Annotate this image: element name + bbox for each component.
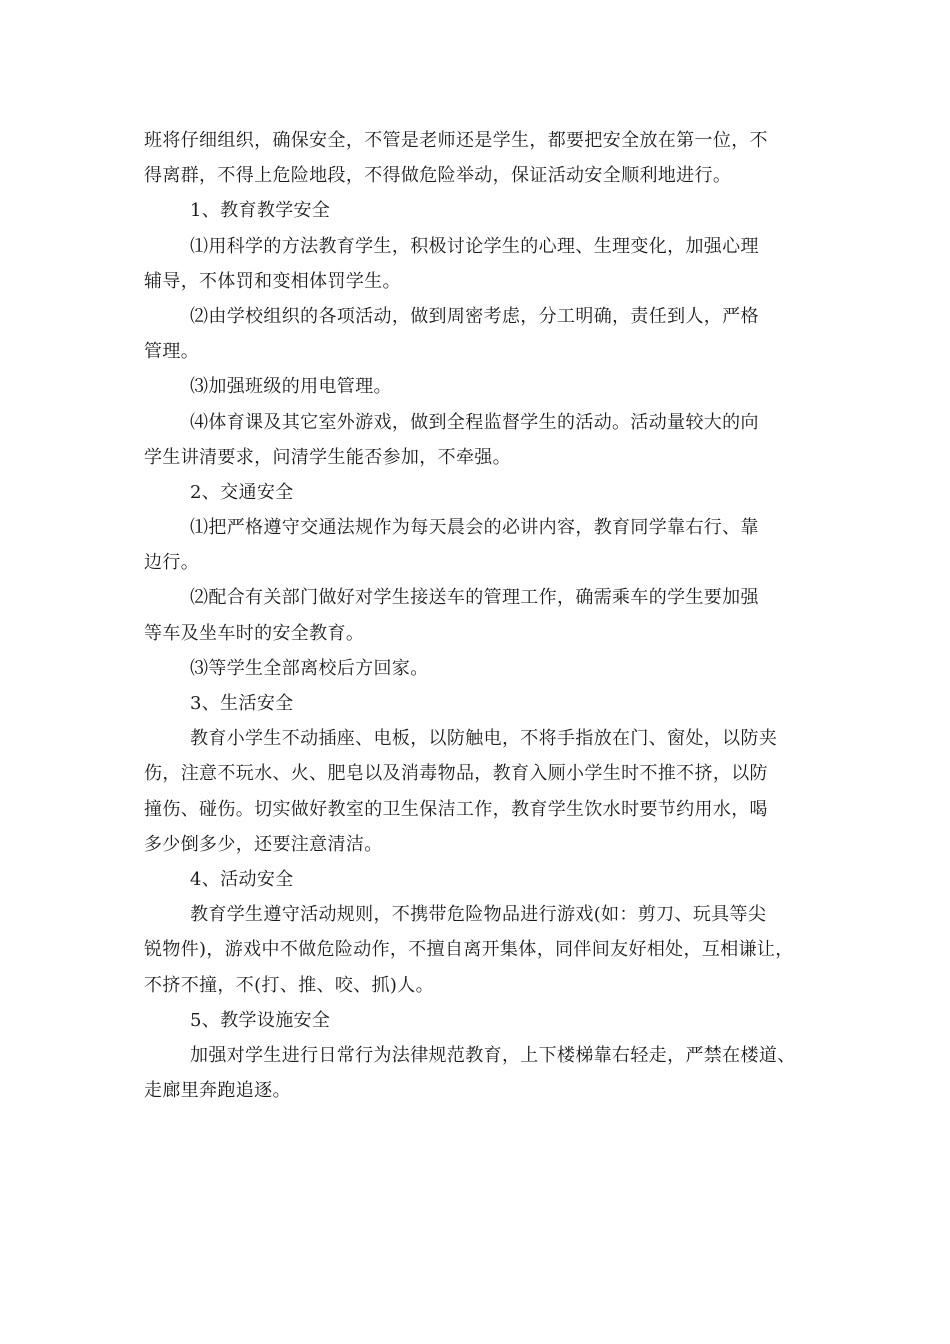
text-line: 边行。 <box>144 552 200 574</box>
text-line: 伤，注意不玩水、火、肥皂以及消毒物品，教育入厕小学生时不推不挤，以防 <box>144 763 768 785</box>
text-line: 班将仔细组织，确保安全，不管是老师还是学生，都要把安全放在第一位，不 <box>144 130 768 151</box>
document-body <box>144 123 824 1108</box>
section-heading: 3、生活安全 <box>190 693 294 714</box>
text-line: ⑶等学生全部离校后方回家。 <box>190 657 429 679</box>
section-heading: 5、教学设施安全 <box>190 1009 331 1031</box>
text-line: 走廊里奔跑追逐。 <box>144 1080 291 1102</box>
text-line: 锐物件)，游戏中不做危险动作，不擅自离开集体，同伴间友好相处，互相谦让， <box>144 939 794 961</box>
text-line: 学生讲清要求，问清学生能否参加，不牵强。 <box>144 446 511 468</box>
section-heading: 1、教育教学安全 <box>190 200 331 222</box>
text-line: ⑷体育课及其它室外游戏，做到全程监督学生的活动。活动量较大的向 <box>190 411 759 433</box>
text-line: ⑴用科学的方法教育学生，积极讨论学生的心理、生理变化，加强心理 <box>190 235 759 257</box>
text-line: ⑴把严格遵守交通法规作为每天晨会的必讲内容，教育同学靠右行、靠 <box>190 517 759 539</box>
section-heading: 2、交通安全 <box>190 481 294 503</box>
section-heading: 4、活动安全 <box>190 868 294 890</box>
text-line: 得离群，不得上危险地段，不得做危险举动，保证活动安全顺利地进行。 <box>144 165 732 187</box>
text-line: ⑵由学校组织的各项活动，做到周密考虑，分工明确，责任到人，严格 <box>190 305 759 327</box>
text-line: 教育学生遵守活动规则，不携带危险物品进行游戏(如：剪刀、玩具等尖 <box>190 904 767 926</box>
text-line: 辅导，不体罚和变相体罚学生。 <box>144 270 401 292</box>
text-line: 不挤不撞，不(打、推、咬、抓)人。 <box>144 974 434 996</box>
text-line: ⑶加强班级的用电管理。 <box>190 376 392 398</box>
text-line: 等车及坐车时的安全教育。 <box>144 622 365 644</box>
text-line: 教育小学生不动插座、电板，以防触电，不将手指放在门、窗处，以防夹 <box>190 728 778 750</box>
text-line: 撞伤、碰伤。切实做好教室的卫生保洁工作，教育学生饮水时要节约用水，喝 <box>144 798 768 820</box>
text-line: 加强对学生进行日常行为法律规范教育，上下楼梯靠右轻走，严禁在楼道、 <box>190 1044 796 1066</box>
text-line: ⑵配合有关部门做好对学生接送车的管理工作，确需乘车的学生要加强 <box>190 587 759 609</box>
text-line: 多少倒多少，还要注意清洁。 <box>144 833 383 855</box>
text-line: 管理。 <box>144 341 200 363</box>
